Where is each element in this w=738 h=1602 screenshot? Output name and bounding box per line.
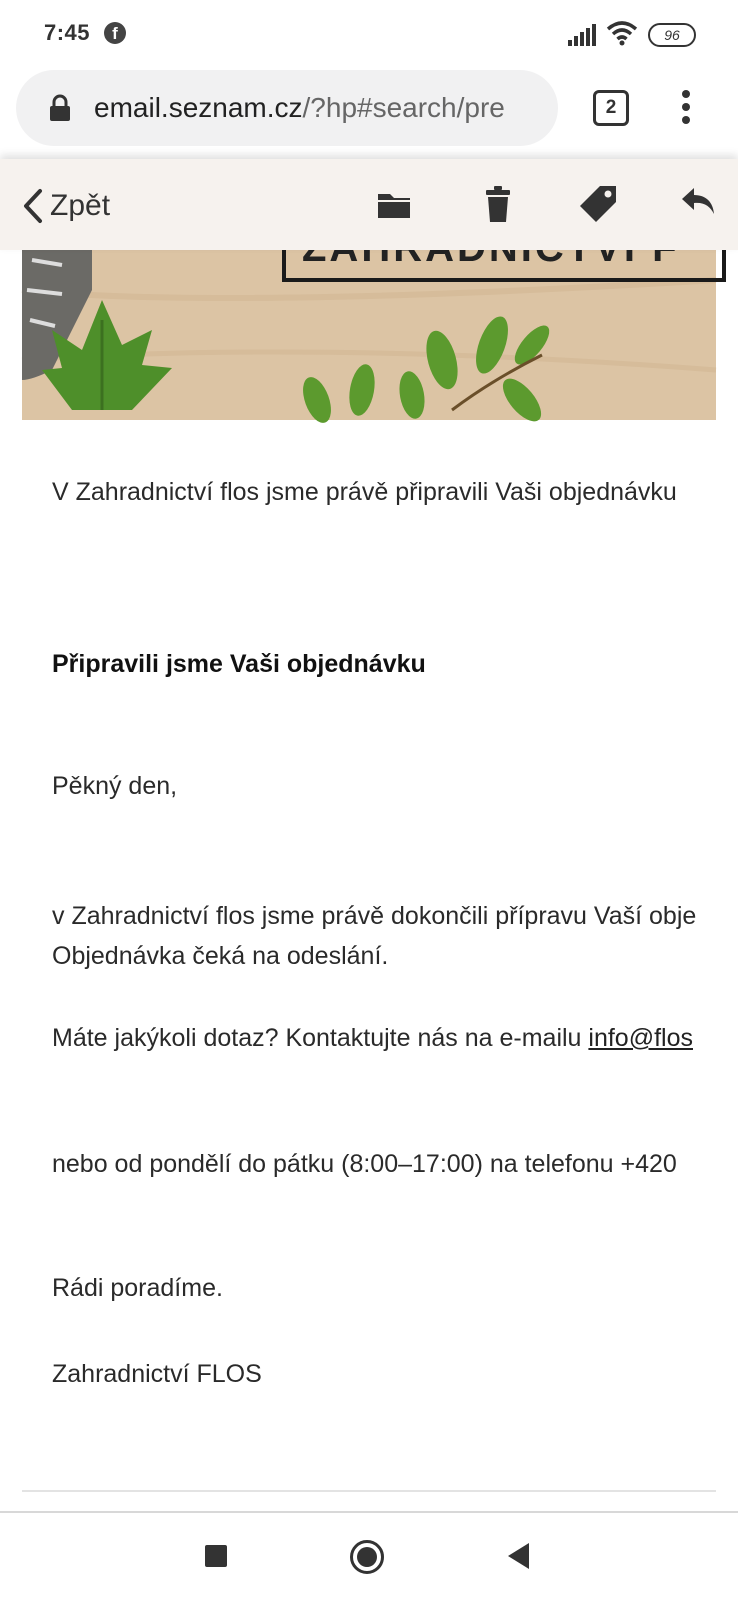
tabs-button[interactable]: 2 [593,90,629,126]
email-heading: Připravili jsme Vaši objednávku [52,650,426,678]
email-body-line-1: v Zahradnictví flos jsme právě dokončili přípravu Vaší obje [52,902,697,930]
banner-image [22,250,716,420]
menu-icon[interactable] [682,90,690,124]
banner-artwork [22,250,716,420]
email-body-line-2: Objednávka čeká na odeslání. [52,942,389,970]
url-host: email.seznam.cz [94,92,303,123]
facebook-icon: f [104,22,126,44]
back-button[interactable] [22,186,110,226]
email-link[interactable]: info@flos [588,1024,693,1052]
email-phone: nebo od pondělí do pátku (8:00–17:00) na telefonu +420 [52,1150,677,1178]
email-greeting: Pěkný den, [52,772,178,800]
contact-text: Máte jakýkoli dotaz? Kontaktujte nás na e-mailu [52,1024,589,1052]
tag-icon[interactable] [578,184,618,224]
battery-icon: 96 [648,23,696,47]
lock-icon [48,94,72,122]
folder-icon[interactable] [376,188,412,220]
back-label: Zpět [50,189,111,222]
status-time: 7:45 [44,20,91,45]
home-icon[interactable] [349,1539,385,1575]
email-contact [52,1018,717,1058]
signal-icon [568,24,598,46]
back-icon[interactable] [505,1541,531,1571]
email-signature: Zahradnictví FLOS [52,1360,262,1388]
url-text[interactable] [94,90,538,126]
divider [22,1490,716,1492]
chevron-left-icon [22,188,44,224]
wifi-icon [606,20,638,46]
recents-icon[interactable] [205,1545,227,1567]
email-closing: Rádi poradíme. [52,1274,223,1302]
url-path: /?hp#search/pre [302,92,505,123]
email-toolbar [0,159,738,250]
trash-icon[interactable] [484,184,512,224]
email-intro: V Zahradnictví flos jsme právě připravili Vaši objednávku [52,478,677,506]
reply-icon[interactable] [680,186,716,218]
